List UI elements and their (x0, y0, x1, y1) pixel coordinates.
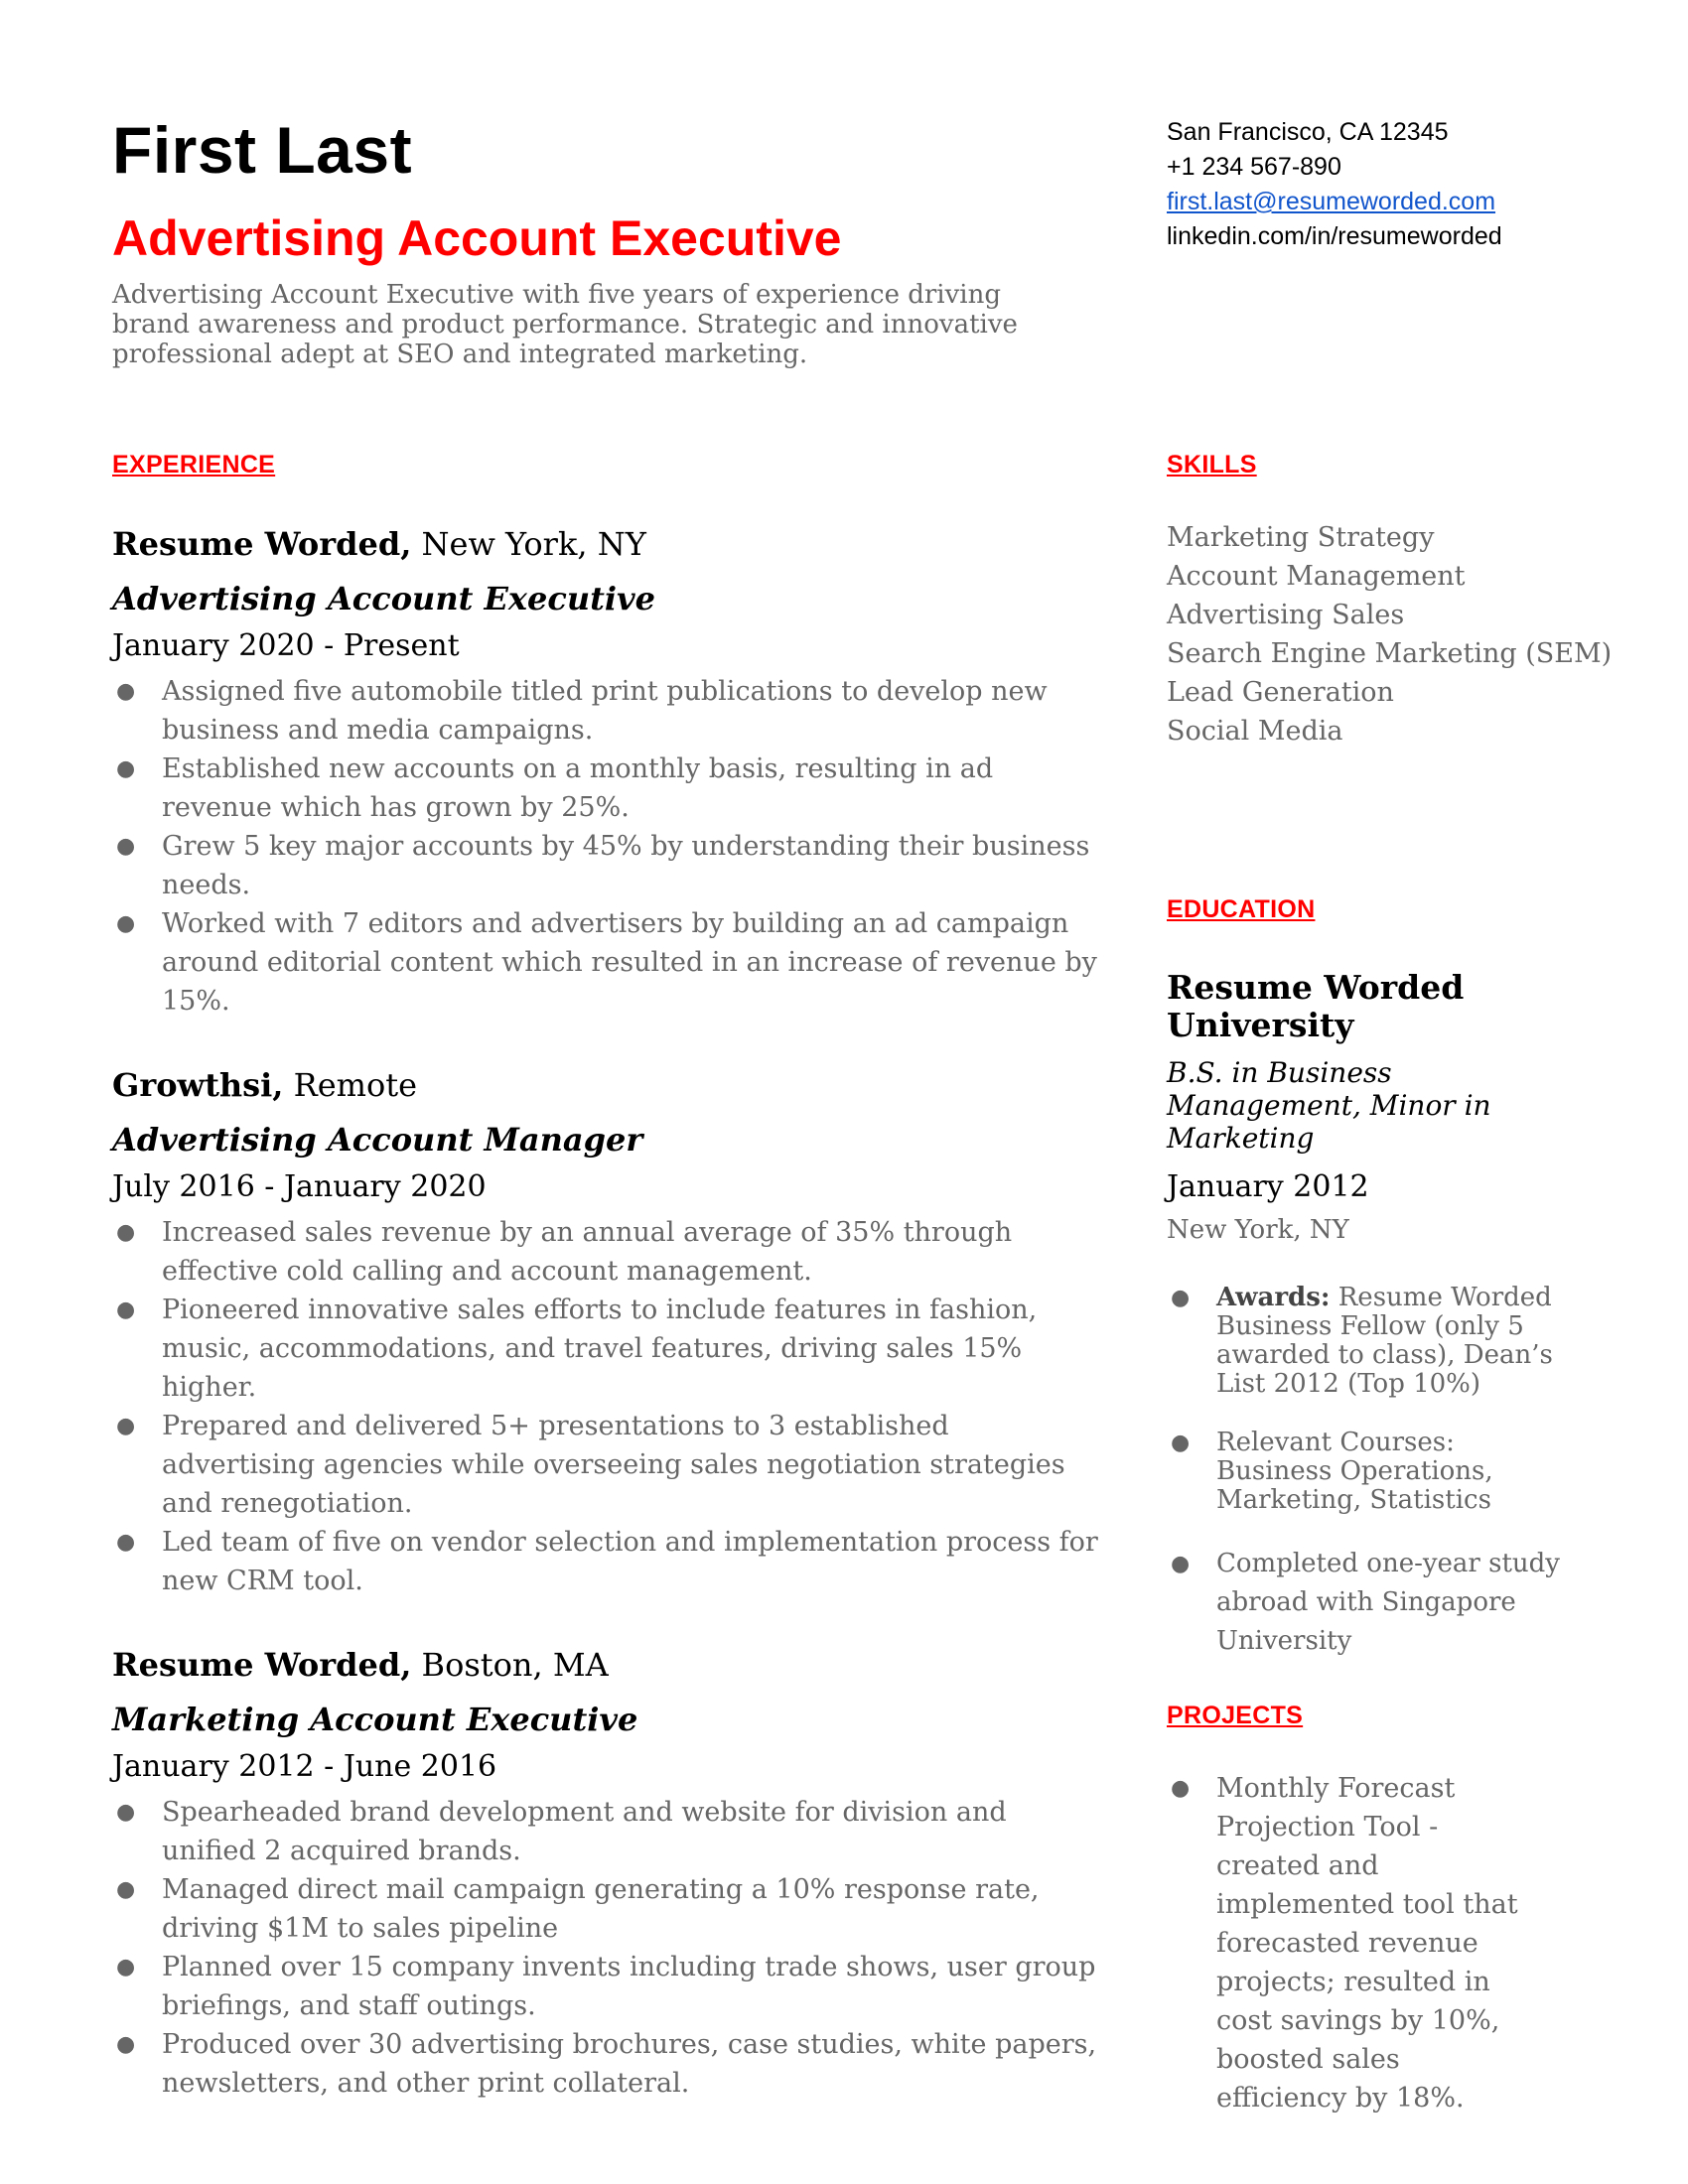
job-entry (112, 524, 1105, 1021)
bullet-icon: ● (116, 834, 136, 859)
job-heading (112, 524, 1105, 564)
education-bullet-abroad: ● Completed one-year study abroad with Singapore University (1167, 1545, 1564, 1661)
bullet-icon: ● (116, 1297, 136, 1322)
job-company: Resume Worded, (112, 525, 412, 563)
skill-item: Lead Generation (1167, 677, 1394, 708)
contact-block (1167, 115, 1623, 254)
projects-heading: PROJECTS (1167, 1702, 1304, 1729)
awards-text: Resume Worded Business Fellow (only 5 awarded to class), Dean’s List 2012 (Top 10%) (1216, 1283, 1553, 1399)
education-bullet-courses: ● Relevant Courses: Business Operations, Marketing, Statistics (1171, 1428, 1493, 1515)
skill-item: Account Management (1167, 561, 1466, 592)
bullet-icon: ● (1171, 1776, 1191, 1801)
candidate-role: Advertising Account Executive (112, 210, 842, 266)
skills-list (1167, 518, 1643, 751)
job-entry (112, 1065, 1105, 1600)
contact-phone: +1 234 567-890 (1167, 153, 1341, 181)
job-company: Growthsi, (112, 1066, 284, 1104)
job-bullet: ● Produced over 30 advertising brochures, case studies, white papers, newsletters, and other print collateral. (112, 2025, 1105, 2103)
bullet-icon: ● (116, 911, 136, 936)
skill-item: Marketing Strategy (1167, 522, 1435, 553)
skill-item: Social Media (1167, 716, 1343, 747)
job-bullets (112, 1213, 1105, 1600)
education-block (1167, 969, 1564, 1661)
projects-list (1167, 1769, 1524, 2117)
skill-item: Search Engine Marketing (SEM) (1167, 638, 1613, 669)
contact-email-link[interactable]: first.last@resumeworded.com (1167, 188, 1496, 215)
education-bullet-awards (1167, 1284, 1564, 1399)
bullet-icon: ● (116, 679, 136, 704)
education-location: New York, NY (1167, 1215, 1349, 1245)
job-bullet: ● Established new accounts on a monthly basis, resulting in ad revenue which has grown by 25%. (112, 750, 1105, 827)
job-dates: January 2020 - Present (112, 628, 460, 663)
bullet-icon: ● (116, 1530, 136, 1555)
bullet-icon: ● (1171, 1552, 1191, 1576)
experience-heading: EXPERIENCE (112, 451, 276, 478)
bullet-icon: ● (116, 1955, 136, 1979)
education-school: Resume Worded University (1167, 968, 1465, 1044)
job-title: Marketing Account Executive (112, 1701, 638, 1738)
job-company: Resume Worded, (112, 1646, 412, 1684)
education-date: January 2012 (1167, 1169, 1369, 1204)
awards-label: Awards: (1216, 1283, 1331, 1312)
bullet-icon: ● (116, 1220, 136, 1245)
job-bullet: ● Spearheaded brand development and website for division and unified 2 acquired brands. (112, 1793, 1105, 1870)
skills-heading: SKILLS (1167, 451, 1257, 478)
education-degree: B.S. in Business Management, Minor in Marketing (1167, 1056, 1491, 1155)
job-bullet: ● Pioneered innovative sales efforts to include features in fashion, music, accommodations, and travel features, driving sales 15% higher. (112, 1291, 1105, 1407)
contact-linkedin: linkedin.com/in/resumeworded (1167, 222, 1502, 250)
bullet-icon: ● (116, 2032, 136, 2057)
job-location: Remote (283, 1066, 418, 1104)
job-bullet: ● Led team of five on vendor selection and implementation process for new CRM tool. (112, 1523, 1105, 1600)
summary: Advertising Account Executive with five years of experience driving brand awareness and product performance. Strategic and innovative professional adept at SEO and integrated marketing. (112, 280, 1018, 369)
job-title: Advertising Account Manager (112, 1121, 643, 1159)
job-dates: January 2012 - June 2016 (112, 1749, 497, 1784)
job-bullet: ● Assigned five automobile titled print publications to develop new business and media campaigns. (112, 672, 1105, 750)
experience-list (112, 524, 1105, 2103)
projects-block (1167, 1769, 1524, 2117)
bullet-icon: ● (116, 1800, 136, 1825)
candidate-name: First Last (112, 113, 413, 187)
job-heading (112, 1645, 1105, 1685)
job-bullet: ● Increased sales revenue by an annual average of 35% through effective cold calling and account management. (112, 1213, 1105, 1291)
job-dates: July 2016 - January 2020 (112, 1169, 487, 1204)
job-entry (112, 1645, 1105, 2103)
bullet-icon: ● (116, 756, 136, 781)
education-bullets (1167, 1284, 1564, 1661)
job-bullet: ● Planned over 15 company invents including trade shows, user group briefings, and staff outings. (112, 1948, 1105, 2025)
job-bullet: ● Worked with 7 editors and advertisers by building an ad campaign around editorial content which resulted in an increase of revenue by 15%. (112, 904, 1105, 1021)
bullet-icon: ● (116, 1414, 136, 1438)
contact-location: San Francisco, CA 12345 (1167, 118, 1449, 146)
job-location: New York, NY (411, 525, 646, 563)
bullet-icon: ● (1171, 1286, 1191, 1310)
education-heading: EDUCATION (1167, 895, 1316, 923)
job-bullets (112, 672, 1105, 1021)
job-bullet: ● Grew 5 key major accounts by 45% by understanding their business needs. (112, 827, 1105, 904)
bullet-icon: ● (116, 1877, 136, 1902)
job-bullets (112, 1793, 1105, 2103)
job-location: Boston, MA (411, 1646, 609, 1684)
job-bullet: ● Managed direct mail campaign generating a 10% response rate, driving $1M to sales pipeline (112, 1870, 1105, 1948)
job-bullet: ● Prepared and delivered 5+ presentations to 3 established advertising agencies while overseeing sales negotiation strategies and renegotiation. (112, 1407, 1105, 1523)
job-title: Advertising Account Executive (112, 580, 655, 617)
job-heading (112, 1065, 1105, 1105)
project-item: ● Monthly Forecast Projection Tool - created and implemented tool that forecasted revenue projects; resulted in cost savings by 10%, boosted sales efficiency by 18%. (1167, 1769, 1524, 2117)
bullet-icon: ● (1171, 1431, 1191, 1455)
skill-item: Advertising Sales (1167, 600, 1405, 630)
